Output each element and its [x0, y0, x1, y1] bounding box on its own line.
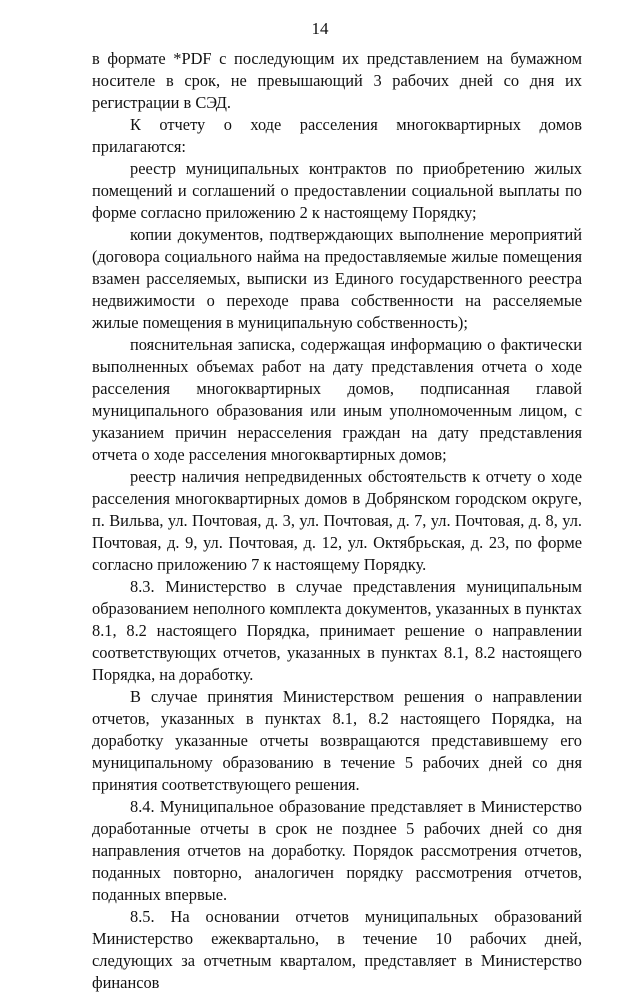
page-number: 14	[311, 19, 329, 38]
paragraph-clause-8-3: 8.3. Министерство в случае представления муниципальным образованием неполного комплекта документов, указанных в пунктах 8.1, 8.2 настоящего Порядка, принимает решение о направлении соответствующих отчетов, указанных в пунктах 8.1, 8.2 настоящего Порядка, на доработку.	[92, 577, 582, 684]
paragraph-return-for-revision: В случае принятия Министерством решения о направлении отчетов, указанных в пунктах 8.1, 8.2 настоящего Порядка, на доработку указанные отчеты возвращаются представившему его муниципальному образованию в течение 5 рабочих дней со дня принятия соответствующего решения.	[92, 687, 582, 794]
paragraph-clause-8-5: 8.5. На основании отчетов муниципальных образований Министерство ежеквартально, в течение 10 рабочих дней, следующих за отчетным кварталом, представляет в Министерство финансов	[92, 907, 582, 992]
paragraph-contracts-registry: реестр муниципальных контрактов по приобретению жилых помещений и соглашений о предоставлении социальной выплаты по форме согласно приложению 2 к настоящему Порядку;	[92, 159, 582, 222]
paragraph-explanatory-note: пояснительная записка, содержащая информацию о фактически выполненных объемах работ на дату представления отчета о ходе расселения многоквартирных домов, подписанная главой муниципального образования или иным уполномоченным лицом, с указанием причин нерасселения граждан на дату представления отчета о ходе расселения многоквартирных домов;	[92, 335, 582, 464]
paragraph-unforeseen-registry: реестр наличия непредвиденных обстоятельств к отчету о ходе расселения многоквартирных домов в Добрянском городском округе, п. Вильва, ул. Почтовая, д. 3, ул. Почтовая, д. 7, ул. Почтовая, д. 8, ул. Почтовая, д. 9, ул. Почтовая, д. 12, ул. Октябрьская, д. 23, по форме согласно приложению 7 к настоящему Порядку.	[92, 467, 582, 574]
document-body	[92, 48, 582, 994]
paragraph-document-copies: копии документов, подтверждающих выполнение мероприятий (договора социального найма на предоставляемые жилые помещения взамен расселяемых, выписки из Единого государственного реестра недвижимости о переходе права собственности на расселяемые жилые помещения в муниципальную собственность);	[92, 225, 582, 332]
paragraph-report-attachments: К отчету о ходе расселения многоквартирных домов прилагаются:	[92, 115, 582, 156]
paragraph-clause-8-4: 8.4. Муниципальное образование представляет в Министерство доработанные отчеты в срок не позднее 5 рабочих дней со дня направления отчетов на доработку. Порядок рассмотрения отчетов, поданных повторно, аналогичен порядку рассмотрения отчетов, поданных впервые.	[92, 797, 582, 904]
paragraph-pdf-format: в формате *PDF с последующим их представлением на бумажном носителе в срок, не превышающий 3 рабочих дней со дня их регистрации в СЭД.	[92, 49, 582, 112]
